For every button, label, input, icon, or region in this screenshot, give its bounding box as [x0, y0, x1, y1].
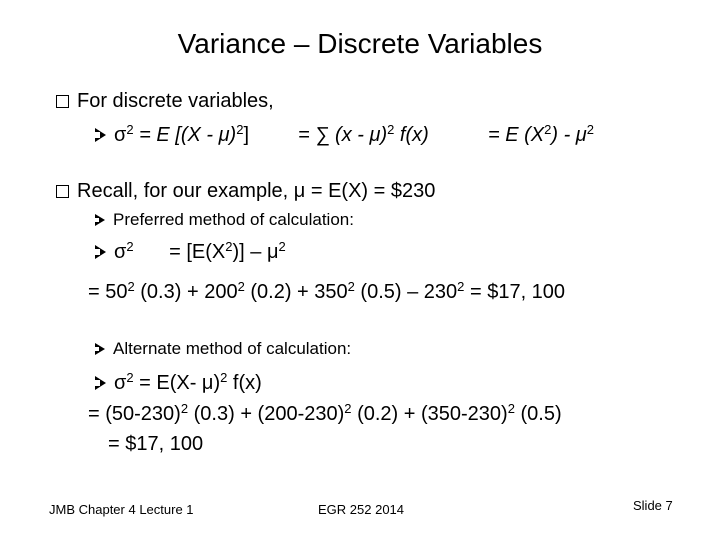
bullet-discrete	[56, 89, 274, 113]
arrow-bullet-icon	[95, 376, 106, 390]
variance-formula: $\sigma^2 = E$ [(X - μ)$^2$]	[95, 123, 249, 147]
alt-calculation: = $(50-230)^2$ $(0.3) + (200-230)^2$ $(0.2) + (350-230)^2$ (0.5)	[88, 400, 562, 425]
footer-left: JMB Chapter 4 Lecture 1	[49, 502, 194, 517]
arrow-bullet-icon	[95, 343, 105, 355]
bullet-recall: Recall, for our example, μ = E(X) = $230	[56, 179, 435, 203]
variance-formula-expect: = E $(X^2) - \mu^2$	[488, 121, 594, 146]
alt-result: = $17, 100	[108, 433, 204, 455]
alt-formula: $\sigma^2 = E(X-$ μ)$^2$ f(x)	[95, 371, 262, 395]
slide-title: Variance – Discrete Variables	[177, 28, 543, 59]
footer-center: EGR 252 2014	[318, 502, 405, 517]
square-bullet-icon	[56, 95, 69, 108]
sub-alternate: Alternate method of calculation:	[95, 338, 351, 360]
variance-formula-sum: = ∑ (x - μ)$^2$ f(x)	[298, 121, 429, 146]
arrow-bullet-icon	[95, 245, 106, 259]
square-bullet-icon	[56, 185, 69, 198]
sub-preferred: Preferred method of calculation:	[95, 209, 354, 231]
arrow-bullet-icon	[95, 214, 105, 226]
pref-calculation: = $50^2$ $(0.3) + 200^2$ $(0.2) + 350^2$ $(0.5) - 230^2$ = $17, 100	[88, 278, 566, 303]
arrow-bullet-icon	[95, 128, 106, 142]
footer-slide-number: Slide 7	[633, 498, 673, 513]
pref-formula: $\sigma^2 = [E(X^2)] - \mu^2$	[95, 240, 286, 264]
bullet-discrete-text: For discrete variables,	[77, 90, 274, 112]
